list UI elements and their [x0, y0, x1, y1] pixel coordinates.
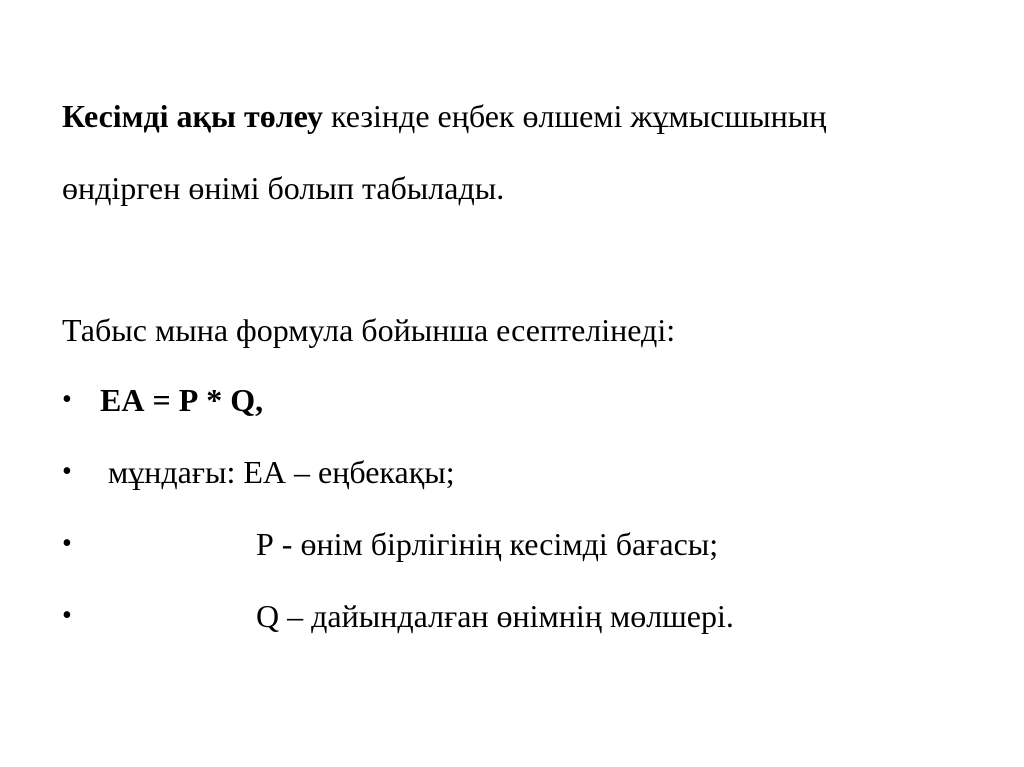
paragraph-1-line-1 — [62, 96, 826, 136]
formula-intro: Табыс мына формула бойынша есептелінеді: — [62, 312, 676, 348]
paragraph-1-rest: кезінде еңбек өлшемі жұмысшының — [323, 98, 827, 134]
paragraph-1-line-2: өндірген өнімі болып табылады. — [62, 170, 505, 206]
bullet-icon: • — [62, 600, 72, 631]
bold-term: Кесімді ақы төлеу — [62, 98, 324, 134]
quantity-text: Q – дайындалған өнімнің мөлшері. — [256, 598, 734, 634]
bullet-icon: • — [62, 456, 72, 487]
price-text: Р - өнім бірлігінің кесімді бағасы; — [256, 526, 719, 562]
formula-text: ЕА = Р * Q, — [100, 382, 264, 418]
bullet-icon: • — [62, 528, 72, 559]
bullet-icon: • — [62, 384, 72, 415]
where-text: мұндағы: ЕА – еңбекақы; — [108, 454, 455, 490]
